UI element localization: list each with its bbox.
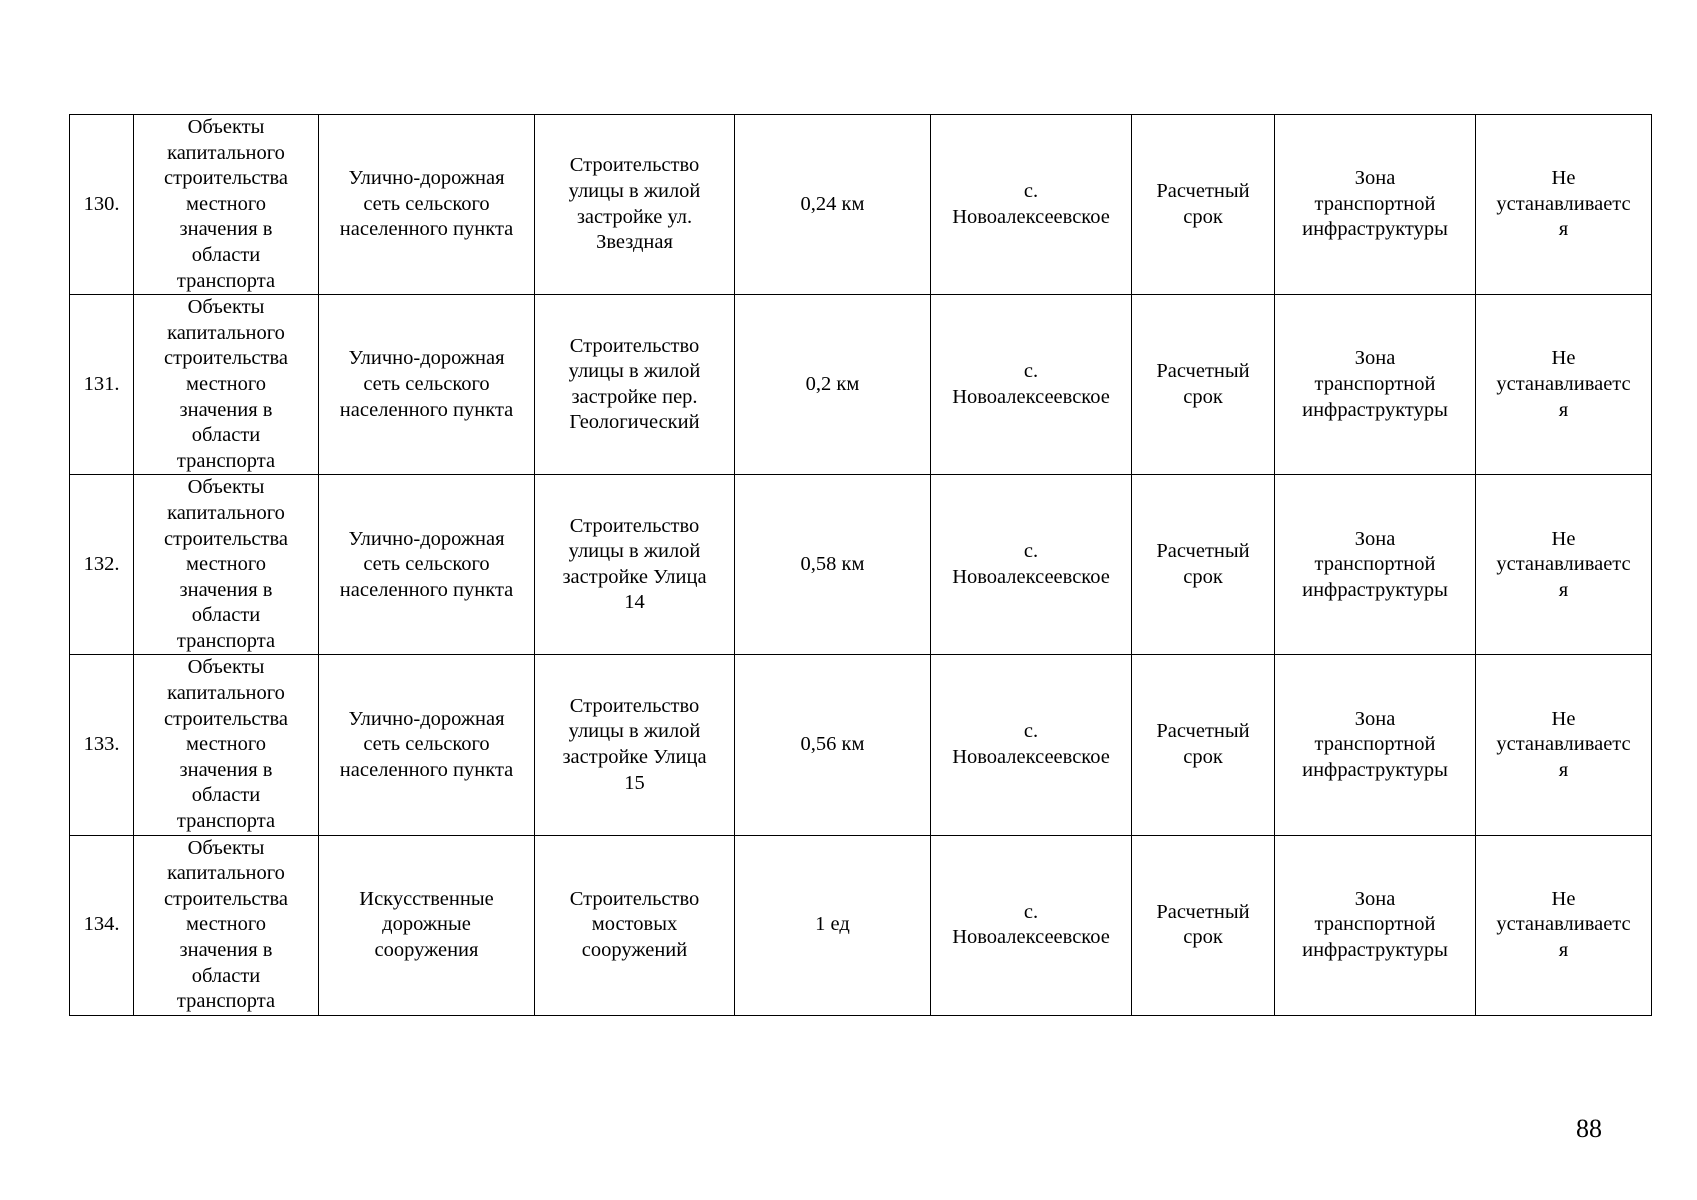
term-cell: Расчетный срок	[1132, 835, 1275, 1015]
capacity-cell: 0,24 км	[735, 115, 931, 295]
category-cell: Объекты капитального строительства местного значения в области транспорта	[134, 835, 319, 1015]
object-name-cell: Строительство улицы в жилой застройке Улица 14	[535, 475, 735, 655]
category-cell: Объекты капитального строительства местного значения в области транспорта	[134, 655, 319, 835]
object-type-cell: Улично-дорожная сеть сельского населенного пункта	[319, 295, 535, 475]
table-row	[70, 655, 1652, 835]
object-type-cell: Улично-дорожная сеть сельского населенного пункта	[319, 655, 535, 835]
row-number-cell: 131.	[70, 295, 134, 475]
capacity-cell: 0,58 км	[735, 475, 931, 655]
location-cell: с. Новоалексеевское	[931, 475, 1132, 655]
object-name-cell: Строительство улицы в жилой застройке ул. Звездная	[535, 115, 735, 295]
capacity-cell: 0,2 км	[735, 295, 931, 475]
term-cell: Расчетный срок	[1132, 115, 1275, 295]
zone-cell: Зона транспортной инфраструктуры	[1275, 115, 1476, 295]
zone-cell: Зона транспортной инфраструктуры	[1275, 835, 1476, 1015]
location-cell: с. Новоалексеевское	[931, 835, 1132, 1015]
table-row	[70, 115, 1652, 295]
zone-cell: Зона транспортной инфраструктуры	[1275, 655, 1476, 835]
object-type-cell: Улично-дорожная сеть сельского населенного пункта	[319, 115, 535, 295]
restriction-cell: Не устанавливаетс я	[1476, 295, 1652, 475]
capacity-cell: 1 ед	[735, 835, 931, 1015]
object-name-cell: Строительство мостовых сооружений	[535, 835, 735, 1015]
location-cell: с. Новоалексеевское	[931, 295, 1132, 475]
row-number-cell: 130.	[70, 115, 134, 295]
object-type-cell: Улично-дорожная сеть сельского населенного пункта	[319, 475, 535, 655]
objects-table	[69, 114, 1652, 1016]
object-name-cell: Строительство улицы в жилой застройке пер. Геологический	[535, 295, 735, 475]
category-cell: Объекты капитального строительства местного значения в области транспорта	[134, 295, 319, 475]
term-cell: Расчетный срок	[1132, 475, 1275, 655]
restriction-cell: Не устанавливаетс я	[1476, 475, 1652, 655]
location-cell: с. Новоалексеевское	[931, 655, 1132, 835]
zone-cell: Зона транспортной инфраструктуры	[1275, 295, 1476, 475]
capacity-cell: 0,56 км	[735, 655, 931, 835]
object-type-cell: Искусственные дорожные сооружения	[319, 835, 535, 1015]
table-row	[70, 295, 1652, 475]
restriction-cell: Не устанавливаетс я	[1476, 115, 1652, 295]
object-name-cell: Строительство улицы в жилой застройке Улица 15	[535, 655, 735, 835]
zone-cell: Зона транспортной инфраструктуры	[1275, 475, 1476, 655]
row-number-cell: 134.	[70, 835, 134, 1015]
term-cell: Расчетный срок	[1132, 295, 1275, 475]
location-cell: с. Новоалексеевское	[931, 115, 1132, 295]
category-cell: Объекты капитального строительства местного значения в области транспорта	[134, 115, 319, 295]
row-number-cell: 132.	[70, 475, 134, 655]
restriction-cell: Не устанавливаетс я	[1476, 835, 1652, 1015]
table-row	[70, 835, 1652, 1015]
page-number: 88	[1576, 1114, 1602, 1143]
table-row	[70, 475, 1652, 655]
restriction-cell: Не устанавливаетс я	[1476, 655, 1652, 835]
row-number-cell: 133.	[70, 655, 134, 835]
category-cell: Объекты капитального строительства местного значения в области транспорта	[134, 475, 319, 655]
term-cell: Расчетный срок	[1132, 655, 1275, 835]
